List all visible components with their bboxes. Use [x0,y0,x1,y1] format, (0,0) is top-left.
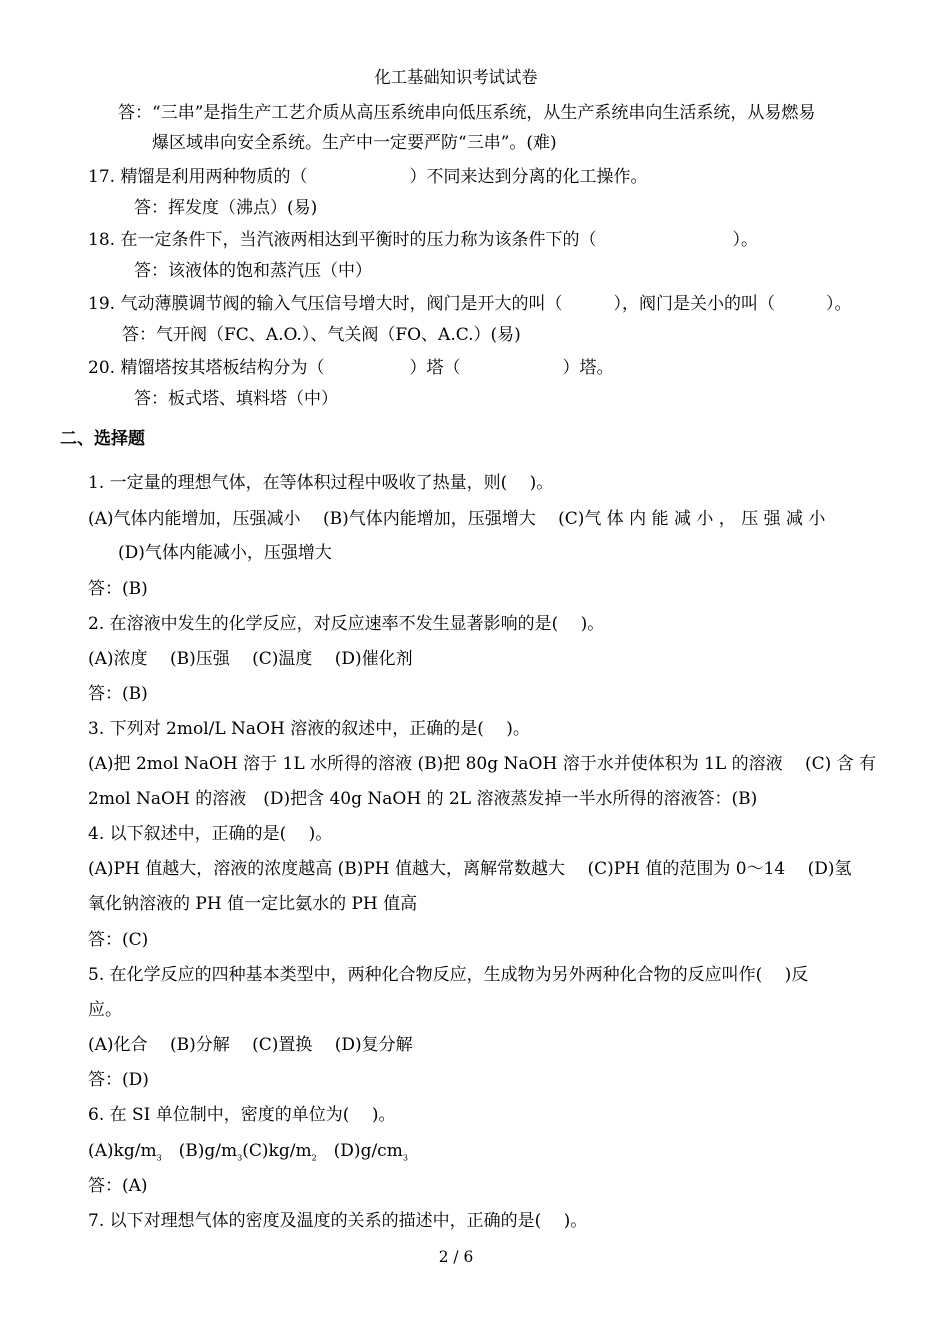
question-17: 17. 精馏是利用两种物质的（ ）不同来达到分离的化工操作。 [88,167,648,187]
q6-option-d: (D)g/cm [316,1141,403,1161]
question-20-answer: 答：板式塔、填料塔（中） [134,389,338,409]
choice-q5-line1: 5. 在化学反应的四种基本类型中，两种化合物反应，生成物为另外两种化合物的反应叫作( )反 [88,965,809,985]
q6-option-b: (B)g/m [161,1141,238,1161]
question-19: 19. 气动薄膜调节阀的输入气压信号增大时，阀门是开大的叫（ ），阀门是关小的叫（ ）。 [88,294,852,314]
question-18: 18. 在一定条件下，当汽液两相达到平衡时的压力称为该条件下的（ ）。 [88,230,758,250]
choice-q4: 4. 以下叙述中，正确的是( )。 [88,824,333,844]
choice-q2-answer: 答：(B) [88,684,148,704]
choice-q5-options: (A)化合 (B)分解 (C)置换 (D)复分解 [88,1035,413,1055]
choice-q6: 6. 在 SI 单位制中，密度的单位为( )。 [88,1105,396,1125]
q6-option-d-exponent: 3 [402,1153,408,1163]
choice-q4-options-2: 氧化钠溶液的 PH 值一定比氨水的 PH 值高 [88,894,418,914]
question-19-answer: 答：气开阀（FC、A.O.）、气关阀（FO、A.C.）(易) [122,325,521,345]
q16-answer-line1: 答：“三串”是指生产工艺介质从高压系统串向低压系统，从生产系统串向生活系统，从易燃易 [118,103,816,123]
choice-q1-options-2: (D)气体内能减小，压强增大 [118,543,332,563]
question-17-answer: 答：挥发度（沸点）(易) [134,198,318,218]
choice-q2: 2. 在溶液中发生的化学反应，对反应速率不发生显著影响的是( )。 [88,614,605,634]
section-title-choice: 二、选择题 [60,429,145,449]
choice-q2-options: (A)浓度 (B)压强 (C)温度 (D)催化剂 [88,649,413,669]
choice-q5-answer: 答：(D) [88,1070,149,1090]
page-number: 2 / 6 [438,1247,474,1266]
choice-q6-answer: 答：(A) [88,1176,148,1196]
choice-q4-options-1: (A)PH 值越大，溶液的浓度越高 (B)PH 值越大，离解常数越大 (C)PH 值的范围为 0～14 (D)氢 [88,859,852,879]
question-18-answer: 答：该液体的饱和蒸汽压（中） [134,261,372,281]
question-20: 20. 精馏塔按其塔板结构分为（ ）塔（ ）塔。 [88,358,614,378]
choice-q5-line2: 应。 [88,1000,122,1020]
choice-q3: 3. 下列对 2mol/L NaOH 溶液的叙述中，正确的是( )。 [88,719,530,739]
choice-q1: 1. 一定量的理想气体，在等体积过程中吸收了热量，则( )。 [88,473,554,493]
choice-q1-answer: 答：(B) [88,579,148,599]
q6-option-a-exponent: 3 [156,1153,162,1163]
q6-option-c: (C)kg/m [242,1141,312,1161]
choice-q7: 7. 以下对理想气体的密度及温度的关系的描述中，正确的是( )。 [88,1211,588,1231]
q6-option-a: (A)kg/m [88,1141,157,1161]
page-header: 化工基础知识考试试卷 [374,68,538,88]
q6-option-b-exponent: 3 [237,1153,243,1163]
choice-q3-options-2: 2mol NaOH 的溶液 (D)把含 40g NaOH 的 2L 溶液蒸发掉一半水所得的溶液答：(B) [88,789,758,809]
choice-q4-answer: 答：(C) [88,930,149,950]
choice-q1-options-1: (A)气体内能增加，压强减小 (B)气体内能增加，压强增大 (C)气 体 内 能 减 小 ， 压 强 减 小 [88,509,826,529]
q16-answer-line2: 爆区域串向安全系统。生产中一定要严防“三串”。(难) [152,133,557,153]
choice-q6-options [88,1139,408,1170]
choice-q3-options-1: (A)把 2mol NaOH 溶于 1L 水所得的溶液 (B)把 80g NaOH 溶于水并使体积为 1L 的溶液 (C) 含 有 [88,754,877,774]
q6-option-c-exponent: 2 [311,1153,317,1163]
